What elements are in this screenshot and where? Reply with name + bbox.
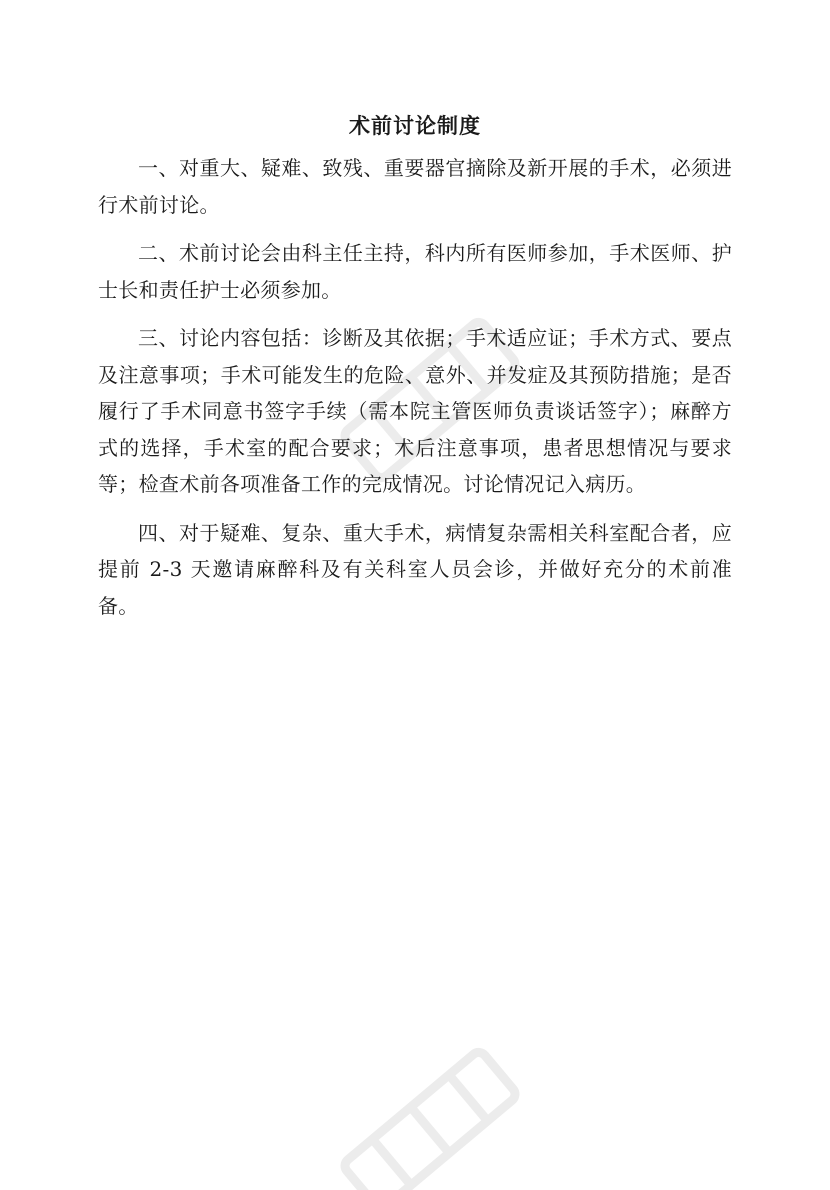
paragraph-2: 二、术前讨论会由科主任主持，科内所有医师参加，手术医师、护士长和责任护士必须参加。	[98, 241, 732, 302]
paragraph-3: 三、讨论内容包括：诊断及其依据；手术适应证；手术方式、要点及注意事项；手术可能发生的危险、意外、并发症及其预防措施；是否履行了手术同意书签字手续（需本院主管医师负责谈话签字）；麻醉方式的选择，手术室的配合要求；术后注意事项，患者思想情况与要求等；检查术前各项准备工作的完成情况。讨论情况记入病历。	[98, 326, 732, 496]
document-title: 术前讨论制度	[349, 113, 481, 138]
paragraph-1: 一、对重大、疑难、致残、重要器官摘除及新开展的手术，必须进行术前讨论。	[98, 156, 732, 217]
document-body	[98, 150, 732, 636]
paragraph-4: 四、对于疑难、复杂、重大手术，病情复杂需相关科室配合者，应提前 2-3 天邀请麻醉科及有关科室人员会诊，并做好充分的术前准备。	[98, 520, 732, 618]
watermark-mark-lower	[300, 1030, 560, 1190]
